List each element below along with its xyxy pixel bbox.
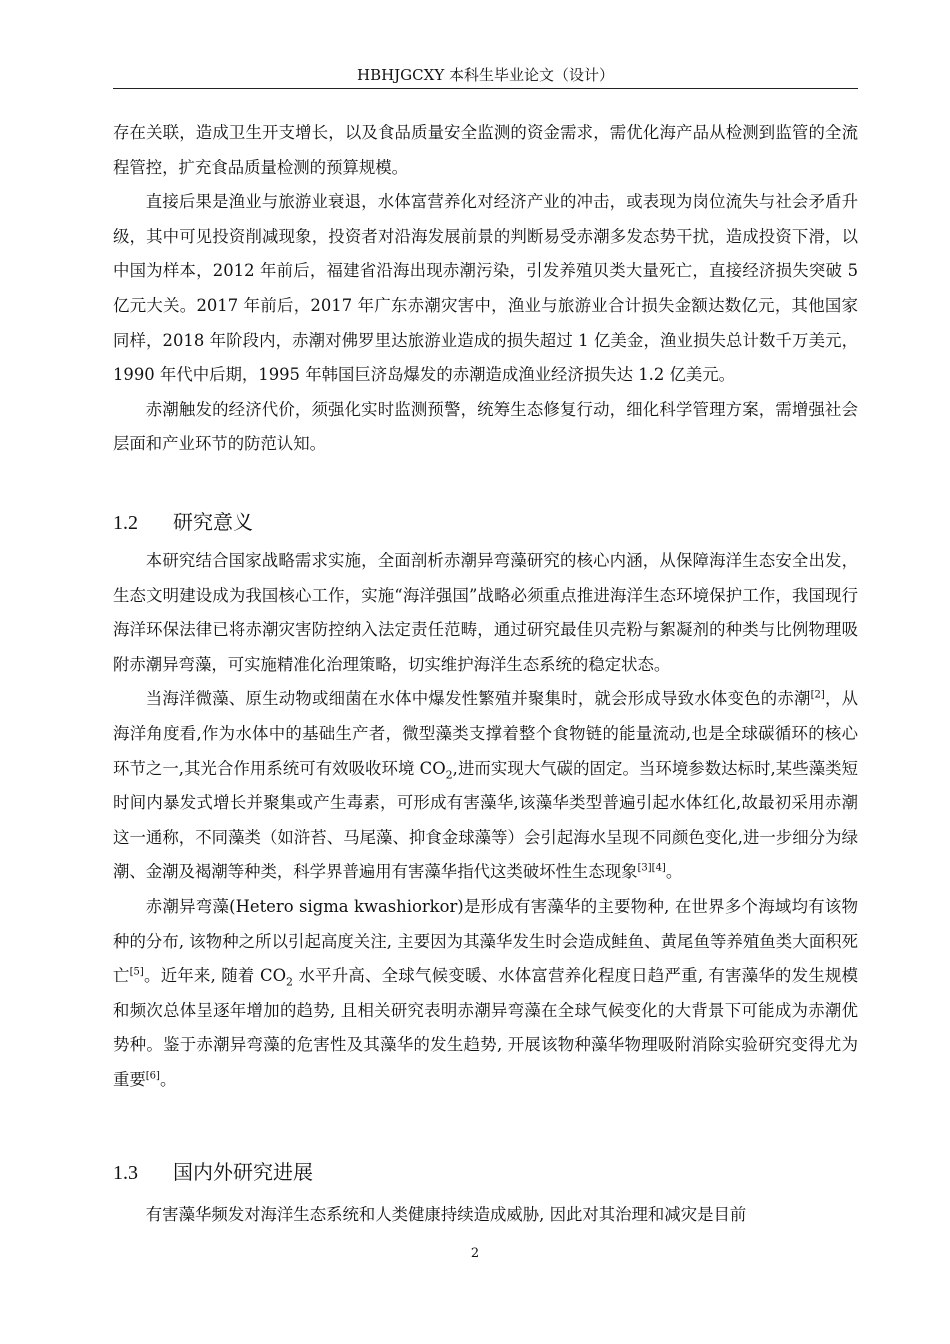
- paragraph: 直接后果是渔业与旅游业衰退，水体富营养化对经济产业的冲击，或表现为岗位流失与社会矛盾升级，其中可见投资削减现象，投资者对沿海发展前景的判断易受赤潮多发态势干扰，造成投资下滑，以中国为样本，2012 年前后，福建省沿海出现赤潮污染，引发养殖贝类大量死亡，直接经济损失突破 5 亿元大关。2017 年前后，2017 年广东赤潮灾害中，渔业与旅游业合计损失金额达数亿元，其他国家同样，2018 年阶段内，赤潮对佛罗里达旅游业造成的损失超过 1 亿美金，渔业损失总计数千万美元，1990 年代中后期，1995 年韩国巨济岛爆发的赤潮造成渔业经济损失达 1.2 亿美元。: [113, 192, 858, 385]
- text-run: 赤潮异弯藻(Hetero sigma kwashiorkor)是形成有害藻华的主要物种, 在世界多个海域均有该物种的分布, 该物种之所以引起高度关注, 主要因为其藻华发生时会造成鲑鱼、黄尾鱼等养殖鱼类大面积死亡: [113, 896, 858, 986]
- page-number: 2: [470, 1246, 480, 1261]
- paragraph: 存在关联，造成卫生开支增长，以及食品质量安全监测的资金需求，需优化海产品从检测到监管的全流程管控，扩充食品质量检测的预算规模。: [113, 123, 858, 177]
- subscript: 2: [286, 975, 294, 989]
- body-block-1-2: [113, 544, 858, 1098]
- body-block-1: [113, 116, 858, 462]
- text-run: 。: [159, 1069, 177, 1089]
- header-title: HBHJGCXY 本科生毕业论文（设计）: [356, 66, 614, 84]
- section-title: 国内外研究进展: [173, 1160, 313, 1184]
- section-number: 1.3: [113, 1162, 138, 1184]
- body-block-1-3: [113, 1198, 858, 1233]
- section-number: 1.2: [113, 512, 138, 534]
- text-run: 。: [665, 862, 683, 882]
- text-run: ,进而实现大气碳的固定。当环境参数达标时,某些藻类短时间内暴发式增长并聚集或产生毒素，可形成有害藻华,该藻华类型普遍引起水体红化,故最初采用赤潮这一通称，不同藻类（如浒苔、马尾藻、抑食金球藻等）会引起海水呈现不同颜色变化,进一步细分为绿潮、金潮及褐潮等种类，科学界普遍用有害藻华指代这类破坏性生态现象: [113, 758, 859, 882]
- text-run: ，从海洋角度看,作为水体中的基础生产者，微型藻类支撑着整个食物链的能量流动,也是全球碳循环的核心环节之一,其光合作用系统可有效吸收环境 CO: [113, 689, 859, 778]
- paragraph: 赤潮触发的经济代价，须强化实时监测预警，统筹生态修复行动，细化科学管理方案，需增强社会层面和产业环节的防范认知。: [113, 399, 858, 454]
- paragraph: 本研究结合国家战略需求实施，全面剖析赤潮异弯藻研究的核心内涵，从保障海洋生态安全出发，生态文明建设成为我国核心工作，实施“海洋强国”战略必须重点推进海洋生态环境保护工作，我国现行海洋环保法律已将赤潮灾害防控纳入法定责任范畴，通过研究最佳贝壳粉与絮凝剂的种类与比例物理吸附赤潮异弯藻，可实施精准化治理策略，切实维护海洋生态系统的稳定状态。: [113, 551, 858, 674]
- paragraph: [113, 890, 858, 1098]
- text-run: 。近年来, 随着 CO: [143, 966, 287, 986]
- section-heading-1-3: [113, 1158, 313, 1187]
- subscript: 2: [445, 767, 453, 781]
- paragraph: [113, 682, 858, 890]
- paragraph: 有害藻华频发对海洋生态系统和人类健康持续造成威胁, 因此对其治理和减灾是目前: [145, 1205, 747, 1224]
- citation-ref: [3][4]: [637, 862, 666, 874]
- running-header: [113, 64, 858, 89]
- citation-ref: [5]: [129, 966, 144, 978]
- citation-ref: [6]: [145, 1070, 160, 1082]
- text-run: 当海洋微藻、原生动物或细菌在水体中爆发性繁殖并聚集时，就会形成导致水体变色的赤潮: [145, 689, 811, 709]
- text-run: 水平升高、全球气候变暖、水体富营养化程度日趋严重, 有害藻华的发生规模和频次总体呈逐年增加的趋势, 且相关研究表明赤潮异弯藻在全球气候变化的大背景下可能成为赤潮优势种。鉴于赤潮异弯藻的危害性及其藻华的发生趋势, 开展该物种藻华物理吸附消除实验研究变得尤为重要: [113, 966, 858, 1089]
- section-title: 研究意义: [173, 510, 253, 534]
- citation-ref: [2]: [810, 689, 825, 701]
- section-heading-1-2: [113, 508, 253, 537]
